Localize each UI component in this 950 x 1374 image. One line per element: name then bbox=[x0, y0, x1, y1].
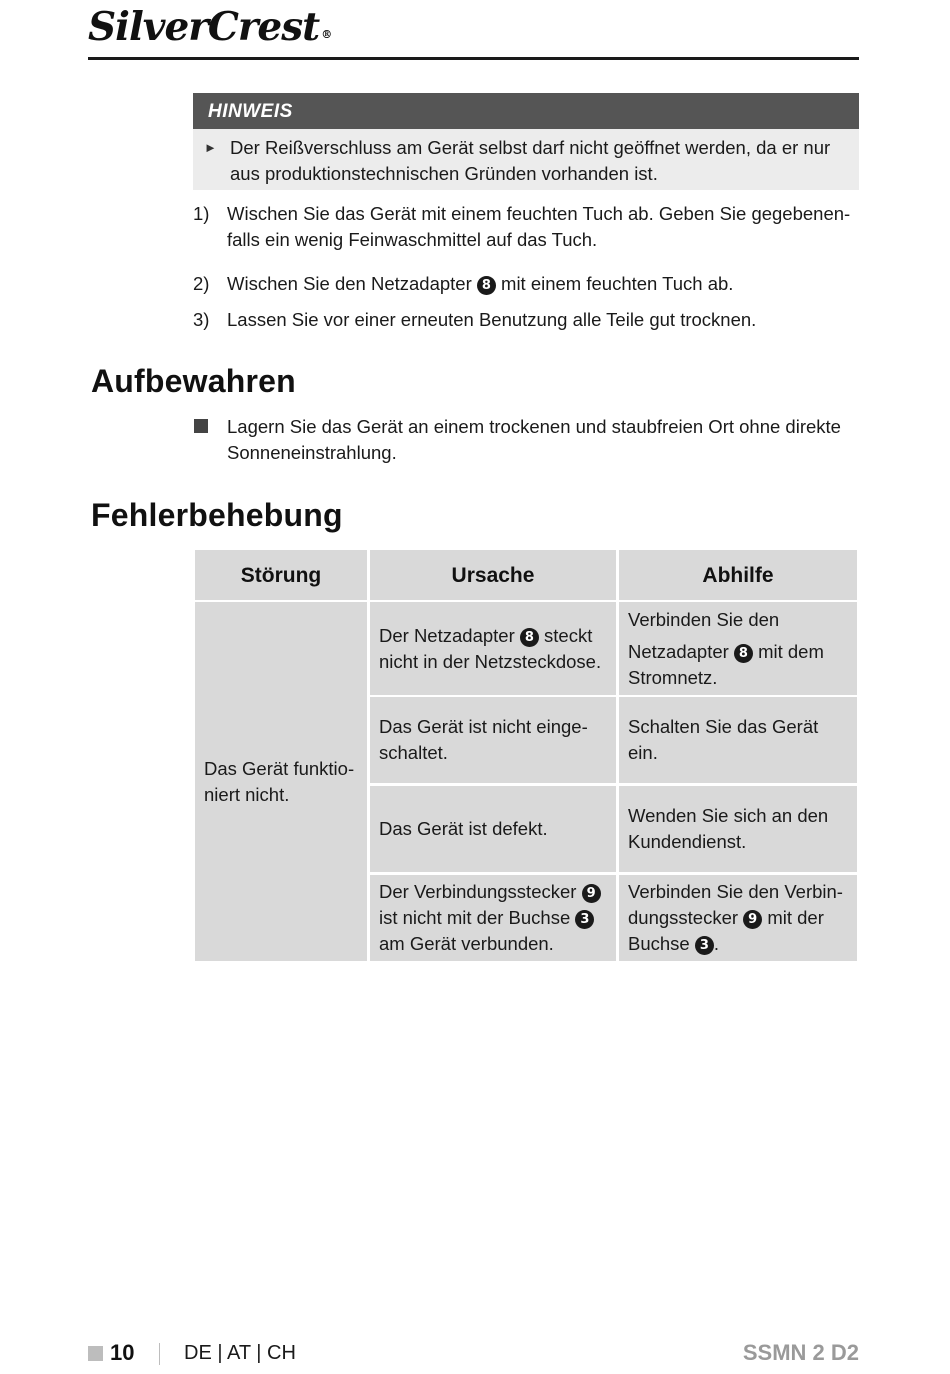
ref-number-icon: 9 bbox=[582, 884, 601, 903]
cause-text: Das Gerät ist defekt. bbox=[379, 818, 548, 839]
remedy-cell bbox=[619, 875, 857, 961]
step-text-line: Wischen Sie das Gerät mit einem feuchten Tuch ab. Geben Sie gegebenen- bbox=[227, 203, 851, 224]
page-number: 10 bbox=[110, 1340, 135, 1365]
column-header-remedy: Abhilfe bbox=[619, 550, 857, 600]
step-number: 1) bbox=[193, 203, 210, 224]
footer-divider bbox=[159, 1343, 160, 1365]
remedy-text-line: ein. bbox=[628, 742, 658, 763]
cause-text-line: am Gerät verbunden. bbox=[379, 933, 554, 954]
step-text: Lassen Sie vor einer erneuten Benutzung alle Teile gut trocknen. bbox=[227, 309, 757, 330]
step-text-part: Wischen Sie den Netzadapter bbox=[227, 273, 472, 294]
logo-registered-mark: ® bbox=[321, 28, 332, 41]
ref-number-icon: 8 bbox=[520, 628, 539, 647]
ref-number-icon: 9 bbox=[743, 910, 762, 929]
section-heading-troubleshooting: Fehlerbehebung bbox=[91, 497, 343, 533]
step-text-part: mit einem feuchten Tuch ab. bbox=[501, 273, 734, 294]
remedy-cell bbox=[619, 602, 857, 695]
remedy-text: Netzadapter bbox=[628, 640, 729, 662]
notice-text: Der Reißverschluss am Gerät selbst darf nicht geöffnet werden, da er nur aus produktionstechnischen Gründen vorhanden ist. bbox=[230, 137, 831, 184]
arrow-icon: ► bbox=[204, 140, 217, 155]
ref-number-icon: 8 bbox=[477, 276, 496, 295]
ref-number-icon: 3 bbox=[695, 936, 714, 955]
fault-cell bbox=[195, 602, 367, 961]
remedy-text: dungsstecker bbox=[628, 907, 739, 928]
notice-title: HINWEIS bbox=[193, 93, 859, 129]
cause-cell bbox=[370, 875, 616, 961]
remedy-cell bbox=[619, 786, 857, 872]
step-number: 3) bbox=[193, 309, 210, 330]
section-heading-storage: Aufbewahren bbox=[91, 363, 296, 399]
model-number: SSMN 2 D2 bbox=[742, 1340, 859, 1365]
cause-text-line: schaltet. bbox=[379, 742, 448, 763]
remedy-text-line: Wenden Sie sich an den bbox=[628, 805, 829, 826]
cause-text: Der Netzadapter bbox=[379, 624, 515, 646]
cause-cell bbox=[370, 602, 616, 695]
ref-number-icon: 8 bbox=[734, 644, 753, 663]
cause-text: Der Verbindungsstecker bbox=[379, 881, 577, 902]
remedy-text-line: Verbinden Sie den bbox=[628, 608, 780, 630]
remedy-text-line: Verbinden Sie den Verbin- bbox=[628, 881, 843, 902]
cause-cell bbox=[370, 786, 616, 872]
column-header-fault: Störung bbox=[195, 550, 367, 600]
cause-text: steckt nicht in der Netzsteckdose. bbox=[379, 624, 602, 672]
cause-text-line: Das Gerät ist nicht einge- bbox=[379, 716, 588, 737]
remedy-text-line: Kundendienst. bbox=[628, 831, 747, 852]
column-header-cause: Ursache bbox=[370, 550, 616, 600]
remedy-text-line: Stromnetz. bbox=[628, 666, 718, 688]
remedy-cell bbox=[619, 697, 857, 783]
remedy-text: mit dem bbox=[758, 640, 824, 662]
logo-text: SilverCrest bbox=[88, 4, 320, 50]
cause-cell bbox=[370, 697, 616, 783]
step-number: 2) bbox=[193, 273, 210, 294]
storage-bullet-text: Lagern Sie das Gerät an einem trockenen und staubfreien Ort ohne direkte Sonneneinstrahlung. bbox=[227, 416, 841, 463]
footer-languages: DE | AT | CH bbox=[184, 1342, 296, 1364]
remedy-text: Buchse bbox=[628, 933, 690, 954]
remedy-text: mit der bbox=[767, 907, 824, 928]
footer-square-icon bbox=[88, 1346, 103, 1361]
remedy-text-line: Schalten Sie das Gerät bbox=[628, 716, 819, 737]
remedy-text: . bbox=[713, 933, 719, 954]
ref-number-icon: 3 bbox=[575, 910, 594, 929]
cause-text: ist nicht mit der Buchse bbox=[379, 907, 571, 928]
step-text-line: falls ein wenig Feinwaschmittel auf das Tuch. bbox=[227, 229, 598, 250]
fault-text-line: Das Gerät funktio- bbox=[204, 757, 355, 779]
fault-text-line: niert nicht. bbox=[204, 783, 290, 805]
